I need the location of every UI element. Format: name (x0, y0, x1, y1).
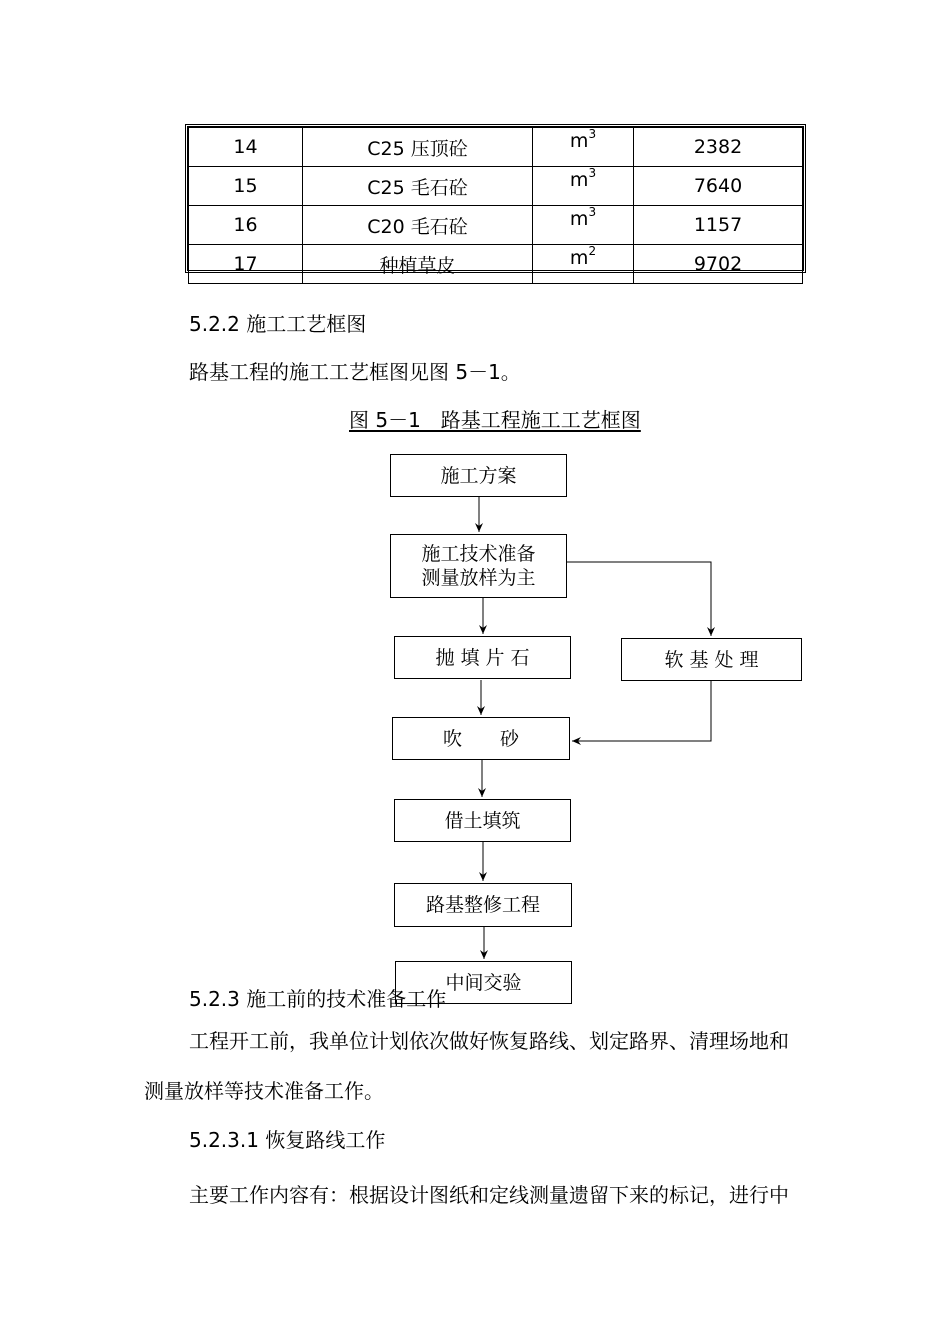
step-riprap-fill (394, 636, 571, 679)
section-522-text: 路基工程的施工工艺框图见图 5－1。 (189, 360, 521, 384)
cell-number: 15 (189, 167, 303, 206)
arrow-softbase-to-sand (572, 680, 711, 741)
cell-item-name: C25 毛石砼 (303, 167, 533, 206)
step-subgrade-dressing (394, 883, 572, 927)
step-intermediate-inspection-label: 中间交验 (445, 971, 522, 994)
step-technical-prep-line1: 施工技术准备 (421, 543, 536, 565)
arrow-prep-to-softbase (567, 562, 711, 636)
step-subgrade-dressing-label: 路基整修工程 (425, 894, 540, 916)
section-523-heading: 5.2.3 施工前的技术准备工作 (189, 987, 447, 1011)
section-5231-heading: 5.2.3.1 恢复路线工作 (189, 1128, 386, 1152)
cell-number: 16 (189, 206, 303, 245)
section-523-text-line1: 工程开工前，我单位计划依次做好恢复路线、划定路界、清理场地和 (189, 1029, 789, 1053)
step-borrow-fill (394, 799, 571, 842)
cell-quantity: 1157 (634, 206, 803, 245)
cell-quantity: 7640 (634, 167, 803, 206)
cell-number: 17 (189, 245, 303, 284)
unit-exponent: 3 (588, 127, 597, 141)
section-5231-text: 主要工作内容有：根据设计图纸和定线测量遗留下来的标记，进行中 (189, 1183, 789, 1207)
unit-exponent: 2 (588, 244, 597, 258)
cell-quantity: 2382 (634, 128, 803, 167)
unit-exponent: 3 (588, 166, 597, 180)
step-sand-blowing (392, 717, 570, 760)
figure-caption: 图 5－1 路基工程施工工艺框图 (349, 408, 641, 432)
unit-base: m (569, 247, 589, 269)
step-sand-blowing-label: 吹 砂 (442, 727, 519, 750)
step-technical-prep (390, 534, 567, 598)
step-technical-prep-line2: 测量放样为主 (421, 567, 536, 589)
section-522-heading: 5.2.2 施工工艺框图 (189, 312, 367, 336)
cell-item-name: C25 压顶砼 (303, 128, 533, 167)
cell-item-name: C20 毛石砼 (303, 206, 533, 245)
section-523-text-line2: 测量放样等技术准备工作。 (144, 1079, 384, 1103)
step-soft-base-label: 软 基 处 理 (664, 648, 759, 671)
cell-number: 14 (189, 128, 303, 167)
unit-base: m (569, 130, 589, 152)
step-soft-base (621, 638, 802, 681)
unit-base: m (569, 208, 589, 230)
step-borrow-fill-label: 借土填筑 (444, 809, 521, 832)
unit-base: m (569, 169, 589, 191)
step-construction-plan (390, 454, 567, 497)
step-riprap-fill-label: 抛 填 片 石 (435, 646, 530, 669)
cell-item-name: 种植草皮 (303, 245, 533, 284)
unit-exponent: 3 (588, 205, 597, 219)
step-construction-plan-label: 施工方案 (440, 464, 517, 487)
cell-quantity: 9702 (634, 245, 803, 284)
